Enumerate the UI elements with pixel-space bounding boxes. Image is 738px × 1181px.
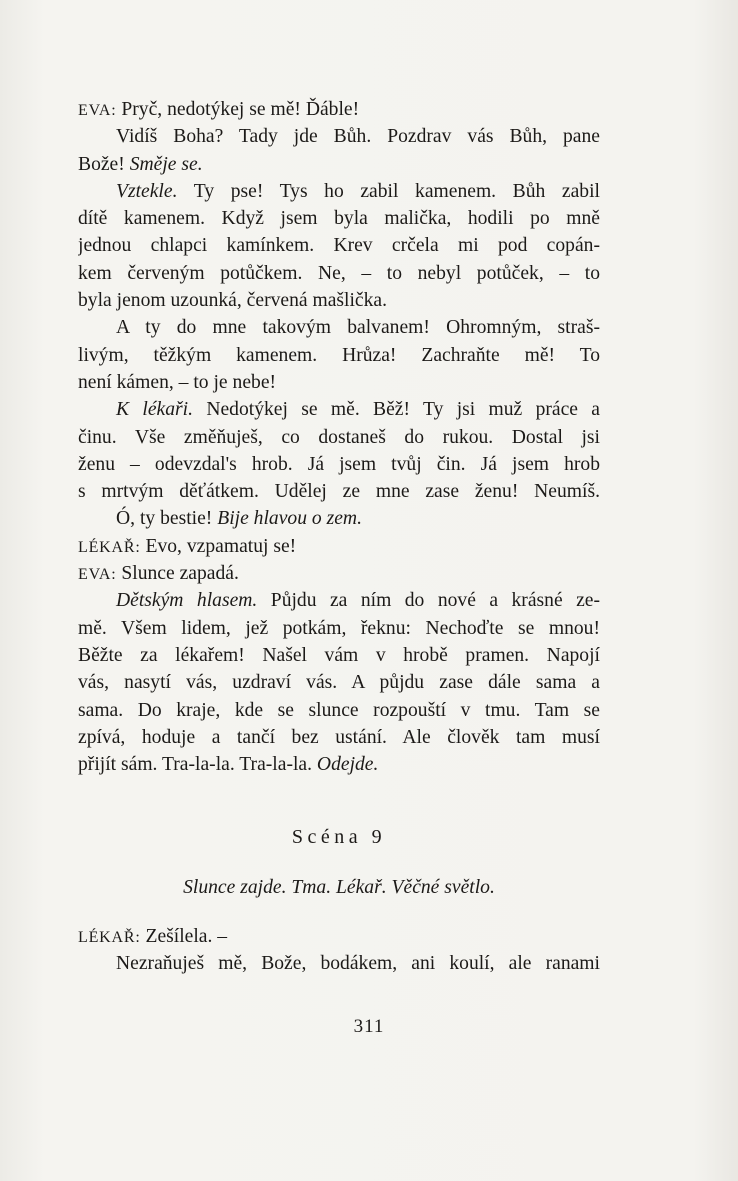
- text-line: [78, 587, 600, 614]
- text-line: [78, 923, 600, 950]
- dialogue-text: Slunce zapadá.: [121, 563, 239, 585]
- stage-direction: K lékaři.: [116, 399, 193, 421]
- dialogue-text: Vidíš Boha? Tady jde Bůh. Pozdrav vás Bůh, pane: [116, 126, 600, 148]
- dialogue-text: dítě kamenem. Když jsem byla malička, hodili po mně: [78, 208, 600, 230]
- dialogue-text: kem červeným potůčkem. Ne, – to nebyl potůček, – to: [78, 262, 600, 284]
- stage-direction: Dětským hlasem.: [116, 590, 258, 612]
- dialogue-text: jednou chlapci kamínkem. Krev crčela mi pod copán-: [78, 235, 600, 257]
- text-line: [78, 314, 600, 341]
- dialogue-text: mě. Všem lidem, jež potkám, řeknu: Nechoďte se mnou!: [78, 617, 600, 639]
- dialogue-text: činu. Vše změňuješ, co dostaneš do rukou. Dostal jsi: [78, 426, 600, 448]
- text-line: [78, 950, 600, 977]
- text-line: [78, 260, 600, 287]
- text-line: [78, 451, 600, 478]
- text-line: [78, 342, 600, 369]
- text-line: [78, 478, 600, 505]
- speaker-label: EVA:: [78, 566, 117, 584]
- text-line: [78, 697, 600, 724]
- stage-direction: Odejde.: [316, 754, 379, 776]
- dialogue-text: Bože!: [78, 153, 125, 175]
- text-line: [78, 287, 600, 314]
- text-line: [78, 560, 600, 587]
- text-line: [78, 424, 600, 451]
- dialogue-text: není kámen, – to je nebe!: [78, 371, 277, 393]
- page-number: 311: [353, 1016, 385, 1037]
- dialogue-text: s mrtvým děťátkem. Udělej ze mne zase ženu! Neumíš.: [78, 481, 600, 503]
- text-line: [78, 669, 600, 696]
- text-line: [78, 232, 600, 259]
- dialogue-text: Evo, vzpamatuj se!: [145, 535, 297, 557]
- dialogue-text: Běžte za lékařem! Našel vám v hrobě pramen. Napojí: [78, 644, 600, 666]
- dialogue-text: Ó, ty bestie!: [116, 508, 213, 530]
- text-line: [78, 178, 600, 205]
- dialogue-text: přijít sám. Tra-la-la. Tra-la-la.: [78, 754, 313, 776]
- dialogue-text: Zešílela. –: [145, 926, 228, 948]
- spacer: [78, 778, 600, 824]
- stage-direction: Bije hlavou o zem.: [217, 508, 362, 530]
- text-line: [78, 96, 600, 123]
- dialogue-text: vás, nasytí vás, uzdraví vás. A půjdu zase dále sama a: [78, 672, 600, 694]
- dialogue-text: zpívá, hoduje a tančí bez ustání. Ale člověk tam musí: [78, 726, 600, 748]
- speaker-label: LÉKAŘ:: [78, 538, 141, 556]
- text-line: [78, 505, 600, 532]
- text-line: [78, 724, 600, 751]
- text-line: [78, 642, 600, 669]
- text-line: [78, 615, 600, 642]
- text-line: [78, 533, 600, 560]
- text-line: [78, 205, 600, 232]
- dialogue-text: Nedotýkej se mě. Běž! Ty jsi muž práce a: [206, 399, 600, 421]
- dialogue-text: A ty do mne takovým balvanem! Ohromným, straš-: [116, 317, 600, 339]
- scene-description: Slunce zajde. Tma. Lékař. Věčné světlo.: [183, 876, 495, 898]
- text-line: [78, 396, 600, 423]
- scene-heading: Scéna 9: [291, 826, 387, 849]
- text-line: [78, 369, 600, 396]
- dialogue-text: sama. Do kraje, kde se slunce rozpouští v tmu. Tam se: [78, 699, 600, 721]
- dialogue-text: Nezraňuješ mě, Bože, bodákem, ani koulí, ale ranami: [116, 953, 600, 975]
- dialogue-text: ženu – odevzdal's hrob. Já jsem tvůj čin. Já jsem hrob: [78, 453, 600, 475]
- speaker-label: LÉKAŘ:: [78, 929, 141, 947]
- text-line: [78, 123, 600, 150]
- dialogue-text: Pryč, nedotýkej se mě! Ďáble!: [121, 99, 360, 120]
- dialogue-text: Ty pse! Tys ho zabil kamenem. Bůh zabil: [193, 180, 600, 202]
- speaker-label: EVA:: [78, 102, 117, 119]
- text-line: [78, 751, 600, 778]
- text-line: [78, 151, 600, 178]
- spacer: [78, 901, 600, 923]
- dialogue-text: byla jenom uzounká, červená mašlička.: [78, 290, 388, 312]
- dialogue-text: livým, těžkým kamenem. Hrůza! Zachraňte mě! To: [78, 344, 600, 366]
- stage-direction: Směje se.: [129, 153, 203, 175]
- page-text: [78, 96, 600, 978]
- dialogue-text: Půjdu za ním do nové a krásné ze-: [270, 590, 600, 612]
- spacer: [78, 852, 600, 874]
- stage-direction: Vztekle.: [116, 180, 178, 202]
